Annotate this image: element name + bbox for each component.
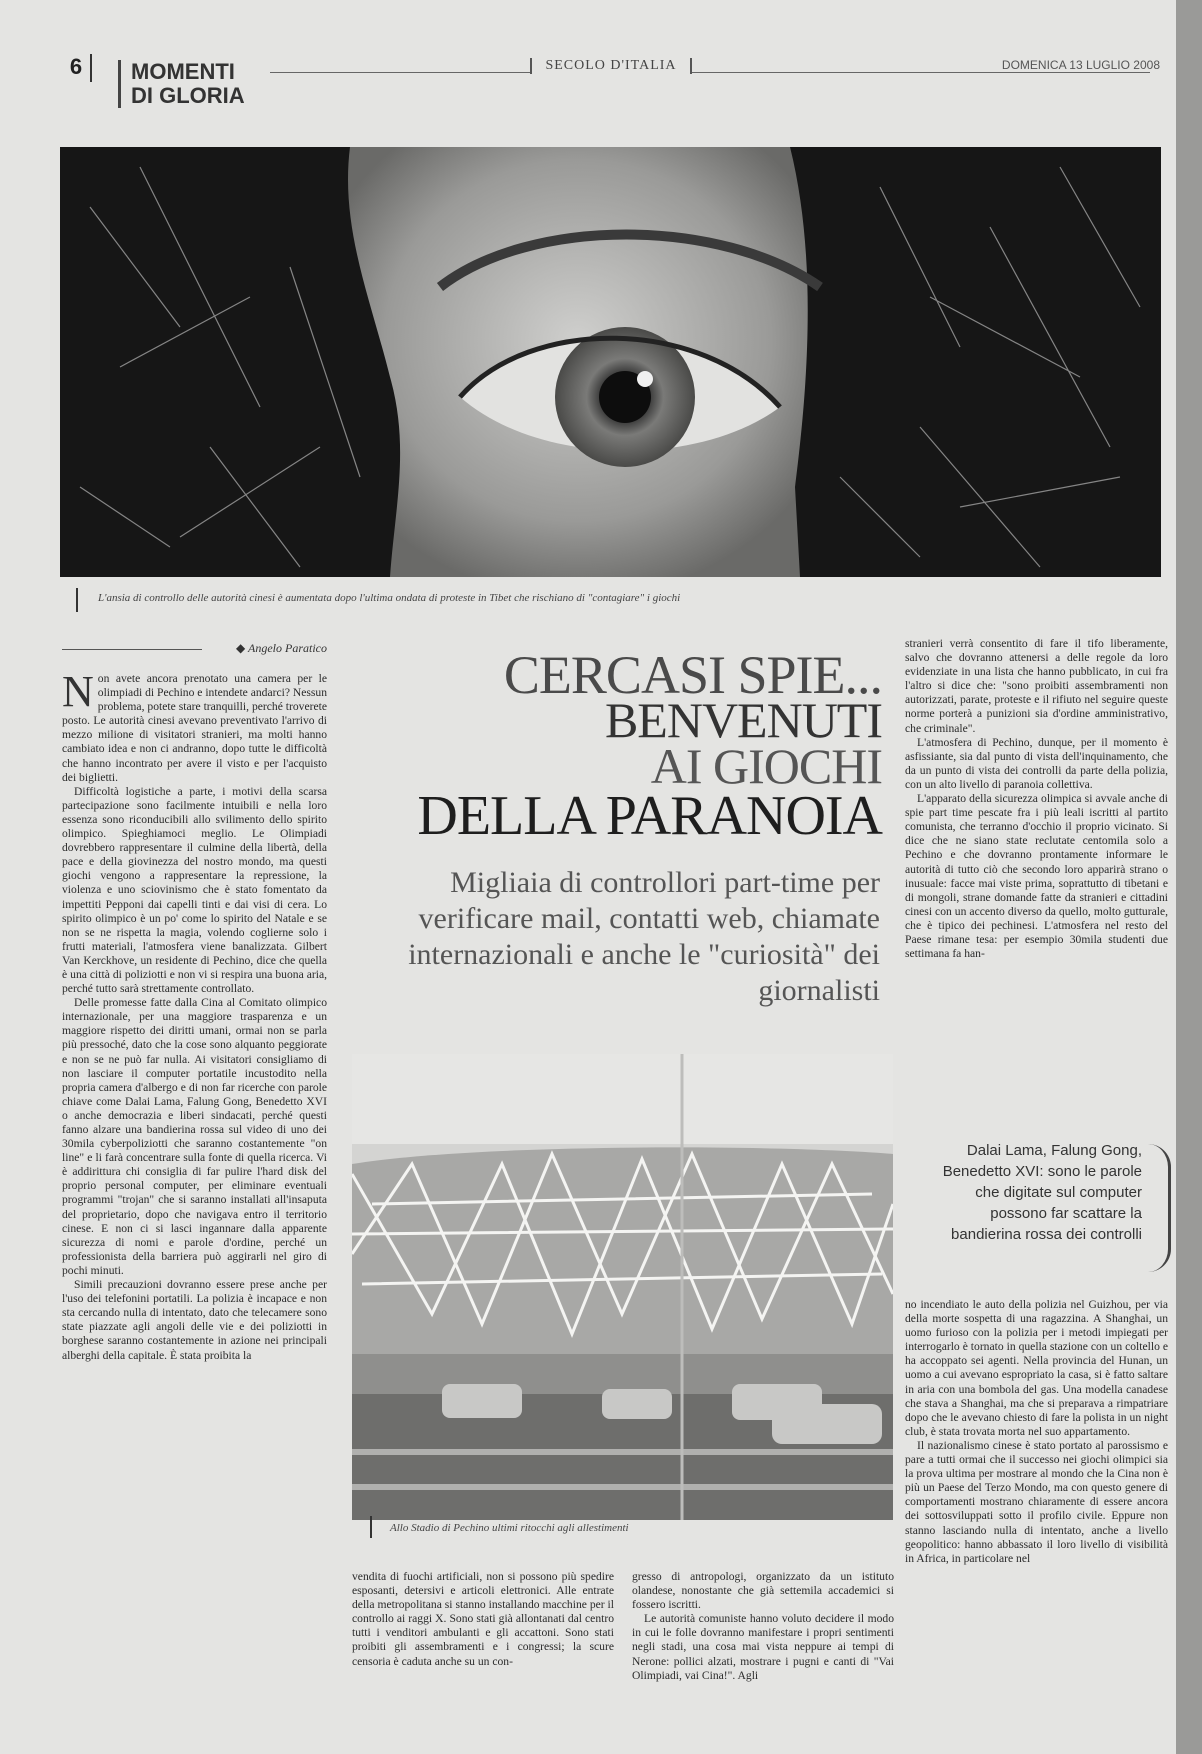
paragraph: Delle promesse fatte dalla Cina al Comitato olimpico internazionale, per una maggiore trasparenza e un maggiore rispetto dei diritti umani, ormai non se parla più pressoché, dato che la cose sono alquanto peggiorate e non se ne può far nulla. Ai visitatori consigliamo di non lasciare il computer portatile incustodito nella propria camera d'albergo e di non far ricerche con parole chiave come Dalai Lama, Falung Gong, Benedetto XVI o anche democrazia e liberi sindacati, perché questi fanno alzare una bandierina rossa sul video di uno dei 30mila cyberpoliziotti che saranno costantemente "on line" e li farà concentrare sulla fonte di quella ricerca. Vi è addirittura chi consiglia di far pulire l'hard disk del proprio personal computer, per eliminare eventuali programmi "trojan" che si saranno installati all'insaputa del proprietario, dopo che navigava entro il territorio cinese. E non ci si lasci ingannare dalla apparente sicurezza di nomi e parole d'ordine, perché un professionista della barriera può aggirarli nel giro di pochi minuti. [62,996,327,1277]
article-column-3 [632,1570,894,1683]
lead-photo-caption: L'ansia di controllo delle autorità cinesi è aumentata dopo l'ultima ondata di proteste in Tibet che rischiano di "contagiare" i giochi [98,592,681,604]
section-label-line1: MOMENTI [131,59,235,84]
pull-quote: Dalai Lama, Falung Gong, Benedetto XVI: sono le parole che digitate sul computer possono far scattare la bandierina rossa dei controlli [942,1142,1142,1243]
paragraph: no incendiato le auto della polizia nel Guizhou, per via della morte sospetta di una ragazzina. A Shanghai, un uomo furioso con la polizia per i metodi impiegati per interrogarlo è tornato in quella stazione con un coltello e ha accoppato sei agenti. Nella provincia del Hunan, un uomo a cui avevano espropriato la casa, si è fatto saltare in aria con una bombola del gas. Una modella canadese che stava a Shanghai, ma che si preparava a rimpatriare dopo che le avevano chiesto di fare la polista in un night club, è stata trovata morta nel suo appartamento. [905,1298,1168,1438]
paragraph: L'apparato della sicurezza olimpica si avvale anche di spie part time pescate fra i più leali iscritti al partito comunista, che terranno d'occhio il proprio vicinato. Si dice che ne siano state reclutate centomila solo a Pechino e che dovranno prontamente informare le autorità di tutto ciò che secondo loro apparirà strano o inusuale: facce mai viste prima, soprattutto di tibetani e di mongoli, strane domande fatte da stranieri e cittadini cinesi con un accento diverso da quello, molto gutturale, che è tipico dei pechinesi. L'atmosfera nel resto del Paese rimane tesa: per esempio 30mila studenti due settimana fa han- [905,792,1168,961]
issue-date: DOMENICA 13 LUGLIO 2008 [1001,58,1160,72]
stadium-photo [352,1054,893,1520]
paragraph: stranieri verrà consentito di fare il tifo liberamente, salvo che dovranno attenersi a delle regole da loro evidenziate in una lista che hanno pubblicato, in cui fra l'altro si dice che: "sono proibiti assembramenti non autorizzati, parate, proteste e il rifiuto nel seguire queste norme porterà a punizioni sia d'ordine amministrativo, che criminale". [905,637,1168,735]
caption-marker [370,1516,372,1538]
stadium-illustration [352,1054,893,1520]
page-gutter [1176,0,1202,1754]
paragraph: on avete ancora prenotato una camera per le olimpiadi di Pechino e intendete andarci? Nessun problema, potete stare tranquilli, perché troverete posto. Le autorità cinesi avevano preventivato l'arrivo di mezzo milione di visitatori stranieri, ma molti hanno cambiato idea e non ci andranno, dopo tutte le difficoltà che hanno incontrato per avere il visto e per l'acquisto dei biglietti. [62,672,328,784]
headline-line-3: AI GIOCHI [650,738,882,794]
caption-marker [76,588,78,612]
stadium-photo-caption: Allo Stadio di Pechino ultimi ritocchi agli allestimenti [390,1522,629,1534]
section-label [118,60,281,108]
paragraph: Simili precauzioni dovranno essere prese anche per l'uso dei telefonini portatili. La polizia è incapace e non sta cercando nulla di intentato, dato che telecamere sono state piazzate agli angoli delle vie e dei poliziotti in borghese saranno costantemente in azione nei principali alberghi della capitale. È stata proibita la [62,1278,327,1362]
byline: ◆ Angelo Paratico [236,641,327,655]
article-column-2 [352,1570,614,1669]
page-number: 6 [62,54,92,82]
paragraph: Il nazionalismo cinese è stato portato al parossismo e pare a tutti ormai che il successo nei giochi olimpici sia la prova ultima per mostrare al mondo che la Cina non è più un Paese del Terzo Mondo, ma con questo genere di comportamenti mostrano chiaramente di essere ancora dei sottosviluppati sotto il profilo civile. Eppure non stanno lasciando nulla di intentato, anche a livello geopolitico: hanno abbassato il loro livello di visibilità in Africa, in particolare nel [905,1438,1168,1565]
pull-quote-bracket [1148,1144,1171,1272]
article-column-4-top [905,637,1168,961]
paragraph: vendita di fuochi artificiali, non si possono più spedire esposanti, detersivi e articoli elettronici. Alle entrate della metropolitana si stanno installando macchine per il controllo ai raggi X. Sono stati già allontanati dal centro tutti i venditori ambulanti e gli accattoni. Sono stati proibiti gli assembramenti e i congressi; la scure censoria è caduta anche su un con- [352,1570,614,1668]
paragraph: gresso di antropologi, organizzato da un istituto olandese, nonostante che già settemila accademici si fossero iscritti. [632,1570,894,1612]
subheadline: Migliaia di controllori part-time per verificare mail, contatti web, chiamate internazionali e anche le "curiosità" dei giornalisti [408,866,880,1007]
article-column-1 [62,667,328,1363]
paragraph: L'atmosfera di Pechino, dunque, per il momento è asfissiante, sia dal punto di vista dell'inquinamento, che da un punto di vista dei controlli da parte della polizia, con un alto livello di paranoia collettiva. [905,735,1168,791]
eye-illustration [60,147,1161,577]
masthead: SECOLO D'ITALIA [530,58,692,74]
headline-line-4: DELLA PARANOIA [417,785,882,847]
author-name: Angelo Paratico [248,641,327,655]
section-label-line2: DI GLORIA [131,83,245,108]
paragraph: Le autorità comuniste hanno voluto decidere il modo in cui le folle dovranno manifestare i propri sentimenti negli stadi, una cosa mai vista neppure ai tempi di Nerone: pollici alzati, mostrare i pugni e canti di "Vai Olimpiadi, vai Cina!". Agli [632,1612,894,1682]
paragraph: Difficoltà logistiche a parte, i motivi della scarsa partecipazione sono facilmente intuibili e nella loro essenza sono riconducibili allo svilimento dello spirito olimpico. Spieghiamoci meglio. Le Olimpiadi dovrebbero rappresentare il culmine della libertà, della pace e della giovinezza del nostro mondo, ma questi giochi vengono a rappresentare la repressione, la violenza e uno sciovinismo che è stato fomentato da impettiti Pepponi dai capelli tinti e dai visi di cera. Lo spirito olimpico è un po' come lo spirito del Natale e se non se ne rispetta la magia, volendo coglierne solo i frutti materiali, l'atmosfera viene banalizzata. Gilbert Van Kerckhove, un residente di Pechino, dice che quella è una città di poliziotti e non vi si respira una buona aria, perché tutto sarà strettamente controllato. [62,784,327,996]
drop-cap: N [62,667,94,716]
header-rule [270,72,1150,73]
headline-line-2: BENVENUTI [604,692,882,748]
headline-line-1: CERCASI SPIE... [503,645,882,705]
lead-photo-eye [60,147,1161,577]
article-column-4-bottom [905,1298,1168,1566]
